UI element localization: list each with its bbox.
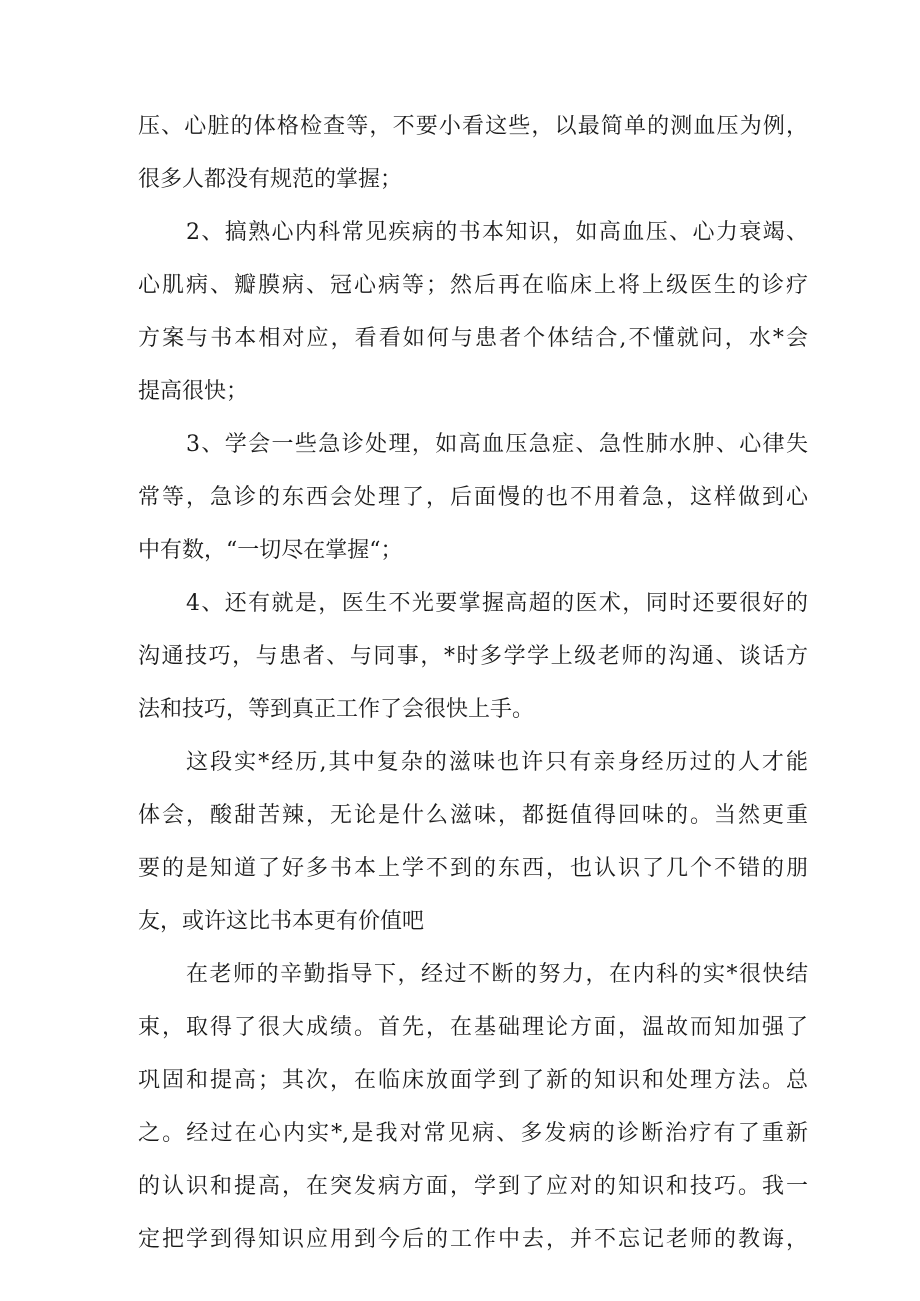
text-line: 这段实*经历,其中复杂的滋味也许只有亲身经历过的人才能: [186, 750, 808, 775]
text-line: 要的是知道了好多书本上学不到的东西，也认识了几个不错的朋: [138, 856, 808, 881]
text-line: 沟通技巧，与患者、与同事，*时多学学上级老师的沟通、谈话方: [138, 644, 808, 669]
text-line: 巩固和提高；其次，在临床放面学到了新的知识和处理方法。总: [138, 1068, 808, 1093]
paragraph-item-4: [138, 577, 808, 736]
text-line: 之。经过在心内实*,是我对常见病、多发病的诊断治疗有了重新: [138, 1121, 808, 1146]
text-line: 2、搞熟心内科常见疾病的书本知识，如高血压、心力衰竭、: [186, 220, 808, 245]
text-line: 心肌病、瓣膜病、冠心病等；然后再在临床上将上级医生的诊疗: [138, 273, 808, 298]
text-line: 压、心脏的体格检查等，不要小看这些，以最简单的测血压为例，: [138, 114, 808, 139]
paragraph-summary: [138, 948, 808, 1266]
text-line: 很多人都没有规范的掌握；: [138, 167, 403, 192]
text-line: 常等，急诊的东西会处理了，后面慢的也不用着急，这样做到心: [138, 485, 808, 510]
text-line: 3、学会一些急诊处理，如高血压急症、急性肺水肿、心律失: [186, 432, 808, 457]
text-line: 方案与书本相对应，看看如何与患者个体结合,不懂就问，水*会: [138, 326, 808, 351]
text-line: 体会，酸甜苦辣，无论是什么滋味，都挺值得回味的。当然更重: [138, 803, 808, 828]
text-line: 法和技巧，等到真正工作了会很快上手。: [138, 697, 535, 722]
paragraph-reflection: [138, 736, 808, 948]
text-line: 中有数，“一切尽在掌握“；: [138, 538, 403, 563]
paragraph-intro-tail: [138, 100, 808, 206]
text-line: 定把学到得知识应用到今后的工作中去，并不忘记老师的教诲，: [138, 1227, 808, 1252]
text-line: 提高很快；: [138, 379, 249, 404]
paragraph-item-3: [138, 418, 808, 577]
text-line: 4、还有就是，医生不光要掌握高超的医术，同时还要很好的: [186, 591, 808, 616]
paragraph-item-2: [138, 206, 808, 418]
text-line: 友，或许这比书本更有价值吧: [138, 909, 425, 934]
document-body: [138, 100, 808, 1266]
text-line: 的认识和提高，在突发病方面，学到了应对的知识和技巧。我一: [138, 1174, 808, 1199]
text-line: 在老师的辛勤指导下，经过不断的努力，在内科的实*很快结: [186, 962, 808, 987]
text-line: 束，取得了很大成绩。首先，在基础理论方面，温故而知加强了: [138, 1015, 808, 1040]
